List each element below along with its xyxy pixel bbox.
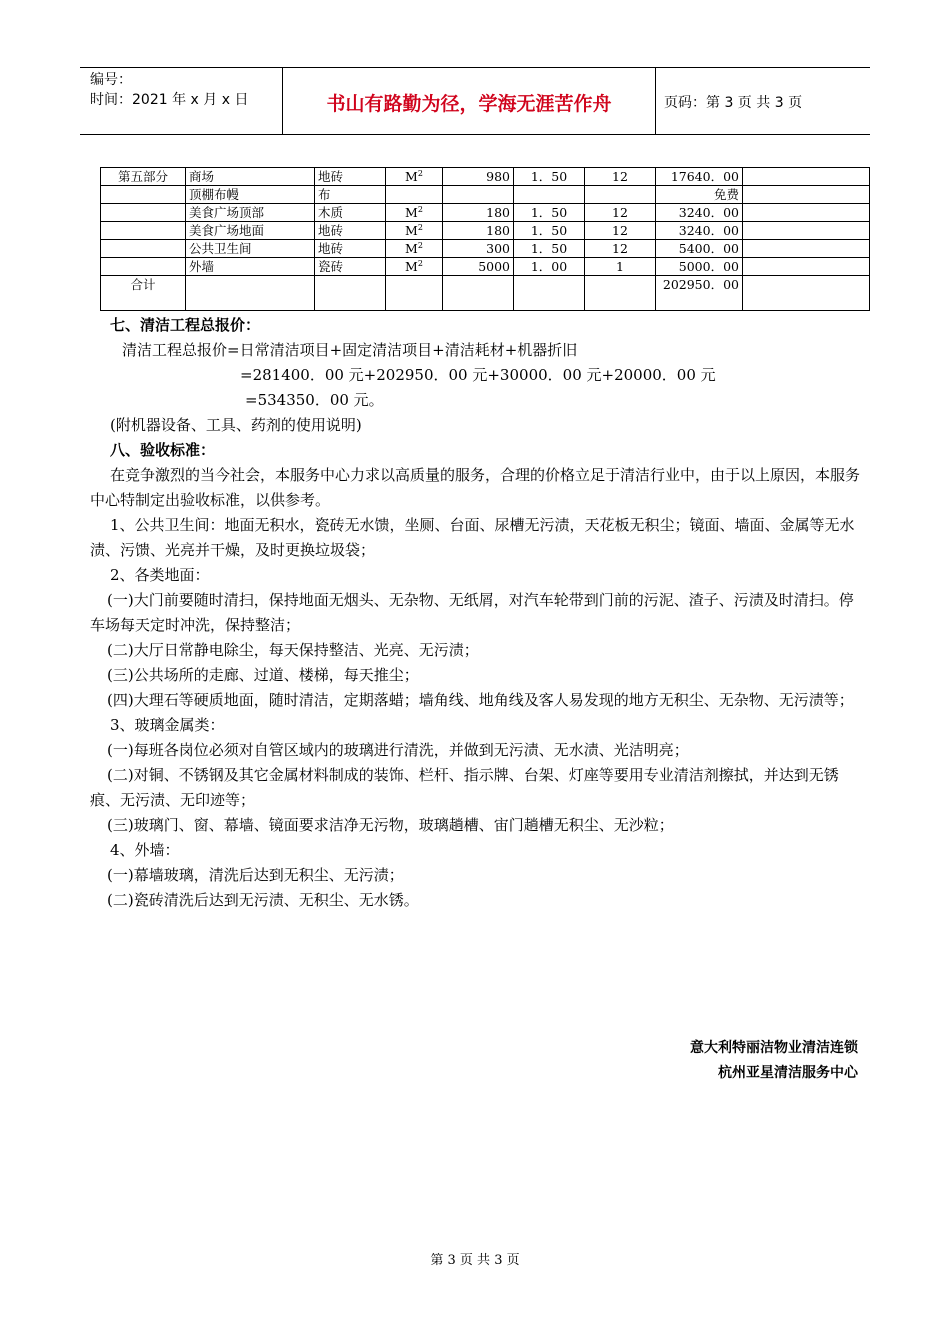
empty-cell bbox=[585, 276, 656, 311]
standard-subitem: (三)玻璃门、窗、幕墙、镜面要求洁净无污物，玻璃趟槽、宙门趟槽无积尘、无沙粒； bbox=[107, 816, 674, 834]
standard-subitem: (四)大理石等硬质地面，随时清洁，定期落蜡；墙角线、地角线及客人易发现的地方无积尘、无杂物、无污渍等； bbox=[107, 691, 854, 709]
standard-item: 1、公共卫生间：地面无积水，瓷砖无水馈，坐厕、台面、尿槽无污渍，天花板无积尘；镜面、墙面、金属等无水渍、污馈、光亮并干燥，及时更换垃圾袋； bbox=[90, 516, 855, 559]
cell-unit: $M^2$ bbox=[386, 222, 443, 240]
unit-exponent: 2 bbox=[417, 240, 423, 250]
total-amount-cell bbox=[656, 276, 743, 311]
cell-qty bbox=[443, 186, 514, 204]
price-table bbox=[100, 167, 870, 311]
cell-material: 地砖 bbox=[315, 222, 386, 240]
cell-name: 顶棚布幔 bbox=[186, 186, 315, 204]
table-row bbox=[101, 186, 870, 204]
document-number-label: 编号： bbox=[90, 72, 132, 88]
cell-unit: $M^2$ bbox=[386, 168, 443, 186]
cell-section bbox=[101, 222, 186, 240]
standard-item: 2、各类地面： bbox=[110, 566, 210, 584]
table-row bbox=[101, 222, 870, 240]
cell-qty: 180 bbox=[443, 204, 514, 222]
standard-subitem: (一)每班各岗位必须对自管区域内的玻璃进行清洗，并做到无污渍、无水渍、光洁明亮； bbox=[107, 741, 689, 759]
standard-subitem: (二)对铜、不锈钢及其它金属材料制成的装饰、栏杆、指示牌、台架、灯座等要用专业清洁剂擦拭，并达到无锈痕、无污渍、无印迹等； bbox=[90, 766, 839, 809]
cell-section: 第五部分 bbox=[101, 168, 186, 186]
unit-exponent: 2 bbox=[417, 168, 423, 178]
standard-item: 3、玻璃金属类： bbox=[110, 716, 225, 734]
header-motto: 书山有路勤为径，学海无涯苦作舟 bbox=[326, 93, 612, 115]
cell-price: 1．50 bbox=[514, 204, 585, 222]
document-body bbox=[90, 313, 865, 913]
cell-amount: 5400．00 bbox=[656, 240, 743, 258]
cell-price: 1．50 bbox=[514, 240, 585, 258]
cell-name: 美食广场地面 bbox=[186, 222, 315, 240]
standard-subitem: (三)公共场所的走廊、过道、楼梯，每天推尘； bbox=[107, 666, 419, 684]
cell-qty: 300 bbox=[443, 240, 514, 258]
document-time-label: 时间：2021 年 x 月 x 日 bbox=[90, 92, 249, 108]
cell-times: 12 bbox=[585, 204, 656, 222]
cell-name: 公共卫生间 bbox=[186, 240, 315, 258]
standard-item: 4、外墙： bbox=[110, 841, 180, 859]
unit-exponent: 2 bbox=[417, 204, 423, 214]
cell-unit: $M^2$ bbox=[386, 240, 443, 258]
cell-section bbox=[101, 258, 186, 276]
table-row bbox=[101, 258, 870, 276]
cell-times: 1 bbox=[585, 258, 656, 276]
signature-block bbox=[690, 1036, 858, 1086]
section-8-title: 八、验收标准： bbox=[110, 441, 216, 459]
cell-note bbox=[743, 222, 870, 240]
header-divider bbox=[655, 67, 656, 135]
total-label: 合计 bbox=[101, 276, 186, 311]
cell-times: 12 bbox=[585, 168, 656, 186]
acceptance-intro: 在竞争激烈的当今社会，本服务中心力求以高质量的服务，合理的价格立足于清洁行业中，由于以上原因，本服务中心特制定出验收标准，以供参考。 bbox=[90, 466, 861, 509]
attachment-note: (附机器设备、工具、药剂的使用说明) bbox=[110, 416, 362, 434]
cell-qty: 980 bbox=[443, 168, 514, 186]
cell-note bbox=[743, 168, 870, 186]
cell-note bbox=[743, 258, 870, 276]
cell-unit: $M^2$ bbox=[386, 204, 443, 222]
cell-material: 瓷砖 bbox=[315, 258, 386, 276]
header-meta bbox=[90, 70, 248, 110]
cell-material: 地砖 bbox=[315, 240, 386, 258]
total-row bbox=[101, 276, 870, 311]
signature-company: 意大利特丽洁物业清洁连锁 bbox=[690, 1040, 858, 1056]
header-bottom-rule bbox=[80, 134, 870, 135]
cell-price bbox=[514, 186, 585, 204]
cell-name: 外墙 bbox=[186, 258, 315, 276]
standard-subitem: (一)幕墙玻璃，清洗后达到无积尘、无污渍； bbox=[107, 866, 404, 884]
table-row bbox=[101, 168, 870, 186]
table-row bbox=[101, 204, 870, 222]
empty-cell bbox=[743, 276, 870, 311]
signature-center: 杭州亚星清洁服务中心 bbox=[718, 1065, 858, 1081]
cell-price: 1．50 bbox=[514, 222, 585, 240]
cell-name: 美食广场顶部 bbox=[186, 204, 315, 222]
unit-exponent: 2 bbox=[417, 222, 423, 232]
cell-name: 商场 bbox=[186, 168, 315, 186]
standard-subitem: (二)大厅日常静电除尘，每天保持整洁、光亮、无污渍； bbox=[107, 641, 479, 659]
standard-subitem: (二)瓷砖清洗后达到无污渍、无积尘、无水锈。 bbox=[107, 891, 419, 909]
empty-cell bbox=[186, 276, 315, 311]
empty-cell bbox=[386, 276, 443, 311]
cell-material: 地砖 bbox=[315, 168, 386, 186]
cell-unit bbox=[386, 186, 443, 204]
cell-note bbox=[743, 240, 870, 258]
cell-material: 木质 bbox=[315, 204, 386, 222]
page-header bbox=[80, 67, 870, 135]
unit-exponent: 2 bbox=[417, 258, 423, 268]
cell-note bbox=[743, 186, 870, 204]
total-price-formula: 清洁工程总报价=日常清洁项目+固定清洁项目+清洁耗材+机器折旧 bbox=[122, 341, 578, 359]
cell-qty: 5000 bbox=[443, 258, 514, 276]
cell-material: 布 bbox=[315, 186, 386, 204]
cell-unit: $M^2$ bbox=[386, 258, 443, 276]
cell-times: 12 bbox=[585, 222, 656, 240]
cell-section bbox=[101, 186, 186, 204]
total-price-calc: =281400．00 元+202950．00 元+30000．00 元+20000．00 元 bbox=[240, 366, 716, 384]
cell-section bbox=[101, 204, 186, 222]
total-price-result: =534350．00 元。 bbox=[245, 391, 384, 409]
cell-amount: 3240．00 bbox=[656, 204, 743, 222]
header-top-rule bbox=[80, 67, 870, 68]
section-7-title: 七、清洁工程总报价： bbox=[110, 316, 261, 334]
empty-cell bbox=[443, 276, 514, 311]
cell-price: 1．50 bbox=[514, 168, 585, 186]
table-row bbox=[101, 240, 870, 258]
cell-amount: 3240．00 bbox=[656, 222, 743, 240]
cell-amount: 免费 bbox=[656, 186, 743, 204]
cell-price: 1．00 bbox=[514, 258, 585, 276]
header-page-label: 页码：第 3 页 共 3 页 bbox=[664, 95, 803, 111]
cell-amount: 17640．00 bbox=[656, 168, 743, 186]
cell-section bbox=[101, 240, 186, 258]
page-footer: 第 3 页 共 3 页 bbox=[430, 1253, 520, 1268]
cell-times bbox=[585, 186, 656, 204]
total-amount: 202950．00 bbox=[662, 277, 739, 292]
cell-times: 12 bbox=[585, 240, 656, 258]
standard-subitem: (一)大门前要随时清扫，保持地面无烟头、无杂物、无纸屑，对汽车轮带到门前的污泥、渣子、污渍及时清扫。停车场每天定时冲洗，保持整洁； bbox=[90, 591, 854, 634]
cell-note bbox=[743, 204, 870, 222]
cell-amount: 5000．00 bbox=[656, 258, 743, 276]
cell-qty: 180 bbox=[443, 222, 514, 240]
empty-cell bbox=[514, 276, 585, 311]
empty-cell bbox=[315, 276, 386, 311]
